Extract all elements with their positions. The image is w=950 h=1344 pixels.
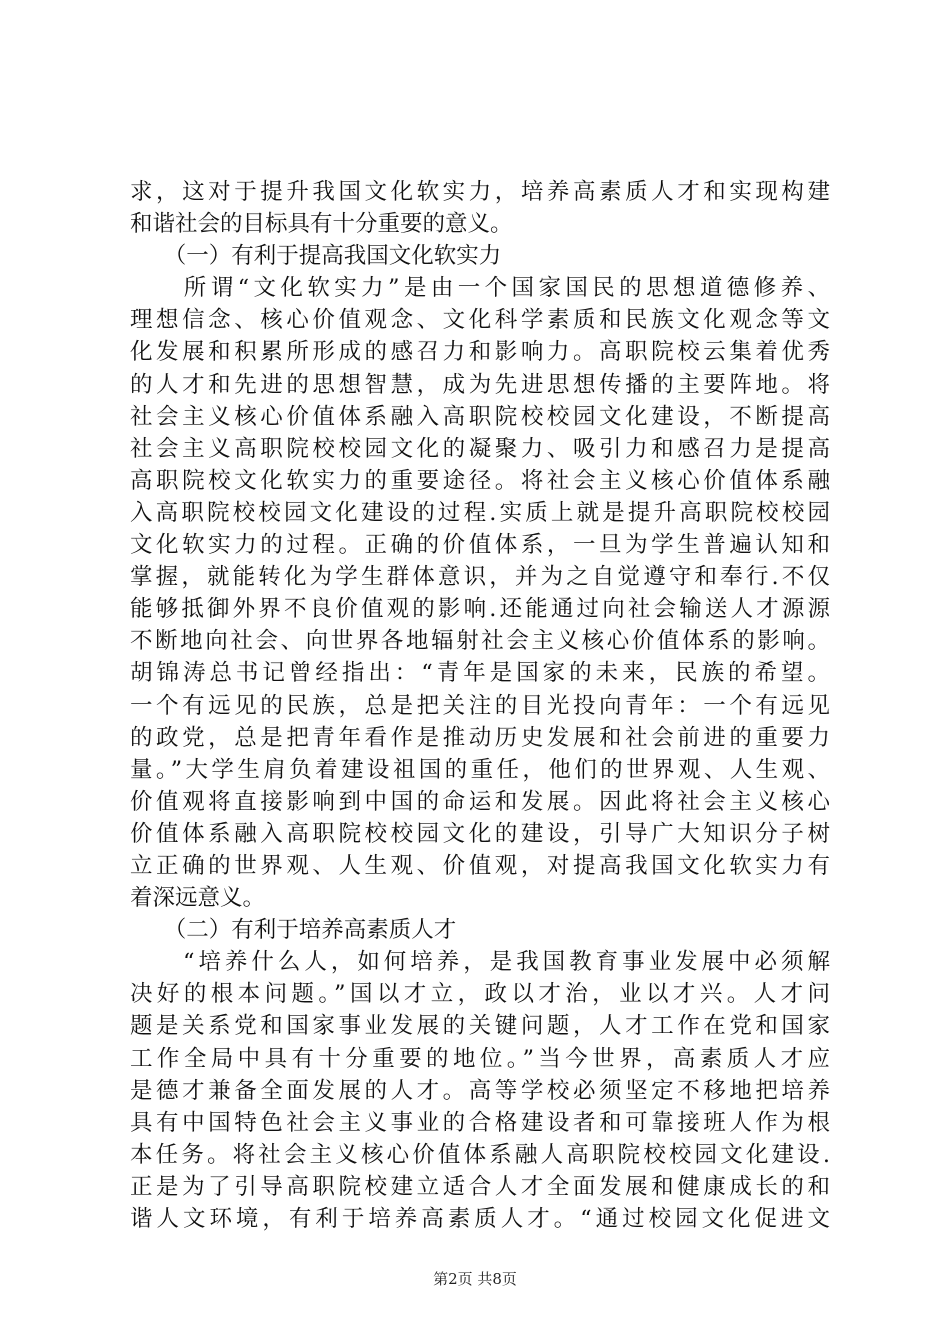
paragraph-line: 一个有远见的民族，总是把关注的目光投向青年：一个有远见	[130, 692, 830, 719]
paragraph-line: “培养什么人，如何培养，是我国教育事业发展中必须解	[130, 949, 830, 976]
paragraph-line: 掌握，就能转化为学生群体意识，并为之自觉遵守和奉行.不仅	[130, 564, 830, 591]
paragraph-line: 社会主义核心价值体系融入高职院校校园文化建设，不断提高	[130, 403, 830, 430]
paragraph-line: 能够抵御外界不良价值观的影响.还能通过向社会输送人才源源	[130, 596, 830, 623]
paragraph-line: 正是为了引导高职院校建立适合人才全面发展和健康成长的和	[130, 1173, 830, 1200]
paragraph-line: 的人才和先进的思想智慧，成为先进思想传播的主要阵地。将	[130, 371, 830, 398]
paragraph-line: 决好的根本问题。”国以才立，政以才治，业以才兴。人才问	[130, 981, 830, 1008]
paragraph-line: 是德才兼备全面发展的人才。高等学校必须坚定不移地把培养	[130, 1077, 830, 1104]
page-number-footer: 第2页 共8页	[433, 1270, 517, 1288]
paragraph-line: 不断地向社会、向世界各地辐射社会主义核心价值体系的影响。	[130, 628, 830, 655]
paragraph-line: 工作全局中具有十分重要的地位。”当今世界，高素质人才应	[130, 1045, 830, 1072]
paragraph-line: 价值体系融入高职院校校园文化的建设，引导广大知识分子树	[130, 820, 830, 847]
section-heading: （一）有利于提高我国文化软实力	[130, 243, 502, 270]
paragraph-line: 立正确的世界观、人生观、价值观，对提高我国文化软实力有	[130, 852, 830, 879]
paragraph-line: 具有中国特色社会主义事业的合格建设者和可靠接班人作为根	[130, 1109, 830, 1136]
paragraph-line: 胡锦涛总书记曾经指出：“青年是国家的未来，民族的希望。	[130, 660, 830, 687]
paragraph-line: 高职院校文化软实力的重要途径。将社会主义核心价值体系融	[130, 467, 830, 494]
paragraph-line: 社会主义高职院校校园文化的凝聚力、吸引力和感召力是提高	[130, 435, 830, 462]
paragraph-line: 量。”大学生肩负着建设祖国的重任，他们的世界观、人生观、	[130, 756, 830, 783]
section-heading: （二）有利于培养高素质人才	[130, 917, 457, 944]
paragraph-line: 理想信念、核心价值观念、文化科学素质和民族文化观念等文	[130, 307, 830, 334]
paragraph-line: 谐人文环境，有利于培养高素质人才。“通过校园文化促进文	[130, 1206, 830, 1232]
paragraph-line: 所谓“文化软实力”是由一个国家国民的思想道德修养、	[130, 275, 830, 302]
paragraph-line: 着深远意义。	[130, 885, 266, 912]
paragraph-line: 的政党，总是把青年看作是推动历史发展和社会前进的重要力	[130, 724, 830, 751]
paragraph-line: 入高职院校校园文化建设的过程.实质上就是提升高职院校校园	[130, 499, 830, 526]
paragraph-line: 题是关系党和国家事业发展的关键问题，人才工作在党和国家	[130, 1013, 830, 1040]
paragraph-line: 本任务。将社会主义核心价值体系融人高职院校校园文化建设.	[130, 1141, 830, 1168]
paragraph-line: 价值观将直接影响到中国的命运和发展。因此将社会主义核心	[130, 788, 830, 815]
paragraph-line: 文化软实力的过程。正确的价值体系，一旦为学生普遍认知和	[130, 532, 830, 559]
paragraph-line: 和谐社会的目标具有十分重要的意义。	[130, 211, 513, 238]
paragraph-line: 求，这对于提升我国文化软实力，培养高素质人才和实现构建	[130, 179, 830, 205]
paragraph-line: 化发展和积累所形成的感召力和影响力。高职院校云集着优秀	[130, 339, 830, 366]
document-body	[130, 176, 830, 1235]
